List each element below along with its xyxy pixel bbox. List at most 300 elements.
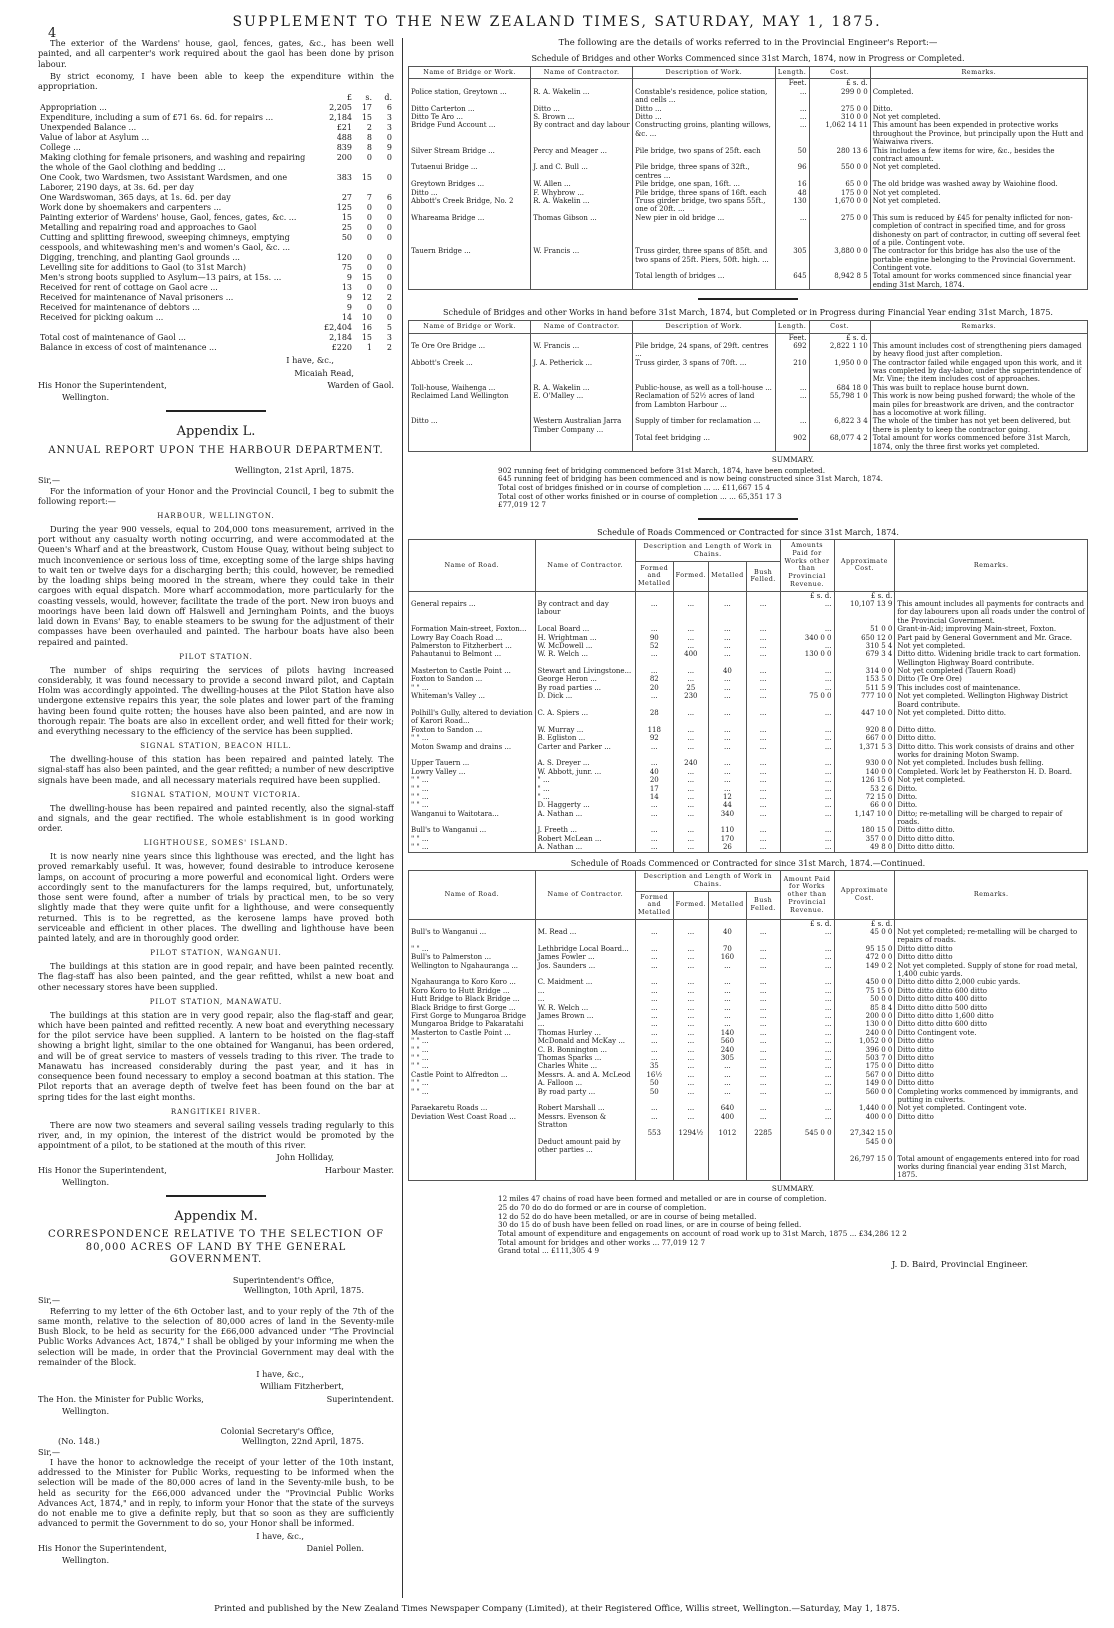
table-cell: 560 bbox=[709, 1037, 747, 1045]
table-cell: ... bbox=[780, 835, 834, 843]
table-row bbox=[409, 121, 1088, 146]
table-cell: ... bbox=[673, 826, 708, 834]
table-cell: Thomas Gibson ... bbox=[531, 214, 633, 248]
table-cell: ... bbox=[780, 1113, 834, 1130]
account-pounds: 2,184 bbox=[329, 333, 352, 343]
table-cell: ... bbox=[709, 600, 747, 625]
table-row bbox=[409, 272, 1088, 289]
table-cell: ... bbox=[746, 801, 780, 809]
table-cell: 28 bbox=[635, 709, 673, 726]
table-cell: Bull's to Wanganui ... bbox=[409, 928, 536, 945]
table-cell: 70 bbox=[709, 945, 747, 953]
table-cell: This includes a few items for wire, &c., besides the contract amount. bbox=[870, 147, 1087, 164]
table-cell: ... bbox=[673, 776, 708, 784]
table-row bbox=[409, 359, 1088, 384]
table-cell: ... bbox=[746, 1113, 780, 1130]
table-cell: J. Freeth ... bbox=[535, 826, 635, 834]
table-row bbox=[409, 650, 1088, 667]
summary-line: £77,019 12 7 bbox=[498, 500, 547, 510]
table-cell: Abbott's Creek ... bbox=[409, 359, 531, 384]
table-cell: ... bbox=[635, 600, 673, 625]
account-pounds: £220 bbox=[331, 343, 352, 353]
table-cell: ... bbox=[635, 1012, 673, 1020]
table-cell: ... bbox=[780, 1020, 834, 1028]
account-label: Painting exterior of Wardens' house, Gaol, fences, gates, &c. ... bbox=[40, 213, 297, 223]
table-cell: 1,052 0 0 bbox=[834, 1037, 895, 1045]
table-cell: D. Haggerty ... bbox=[535, 801, 635, 809]
table-row bbox=[409, 675, 1088, 683]
table-cell: 667 0 0 bbox=[834, 734, 895, 742]
table-cell: ... bbox=[635, 1037, 673, 1045]
account-shillings: 15 bbox=[361, 113, 372, 123]
table-cell: 65 0 0 bbox=[809, 180, 870, 188]
table-cell: E. O'Malley ... bbox=[531, 392, 633, 417]
table-cell: ... bbox=[780, 785, 834, 793]
table-cell bbox=[409, 333, 531, 342]
table-cell: Lowry Valley ... bbox=[409, 768, 536, 776]
table-cell: Ditto ditto ditto 500 ditto bbox=[895, 1004, 1088, 1012]
signature-title: Superintendent. bbox=[326, 1393, 394, 1404]
account-shillings: 0 bbox=[366, 153, 372, 163]
table-cell: ... bbox=[673, 810, 708, 827]
table-cell: 66 0 0 bbox=[834, 801, 895, 809]
bridges-schedule-2-title: Schedule of Bridges and other Works in hand before 31st March, 1874, but Completed or in Progress during Financial Year ending 31st March, 1875. bbox=[443, 308, 1053, 318]
table-row bbox=[409, 962, 1088, 979]
summary-title: SUMMARY. bbox=[771, 1183, 815, 1193]
column-header: Metalled bbox=[709, 891, 747, 919]
table-cell: ... bbox=[709, 642, 747, 650]
table-cell: Upper Tauern ... bbox=[409, 759, 536, 767]
account-row bbox=[38, 123, 394, 133]
table-row bbox=[409, 1012, 1088, 1020]
account-row bbox=[38, 303, 394, 313]
table-cell: 920 8 0 bbox=[834, 726, 895, 734]
table-cell: 545 0 0 bbox=[780, 1129, 834, 1137]
table-row bbox=[409, 1129, 1088, 1137]
table-cell: 25 bbox=[673, 684, 708, 692]
table-cell: ... bbox=[673, 600, 708, 625]
table-cell bbox=[409, 919, 536, 928]
table-cell: 400 bbox=[673, 650, 708, 667]
table-cell: 16 bbox=[775, 180, 809, 188]
table-cell: ... bbox=[746, 1104, 780, 1112]
table-cell: Ditto ditto ditto bbox=[895, 953, 1088, 961]
table-cell: 1012 bbox=[709, 1129, 747, 1137]
office-line: Colonial Secretary's Office, bbox=[220, 1426, 334, 1436]
newspaper-title: SUPPLEMENT TO THE NEW ZEALAND TIMES, SATURDAY, MAY 1, 1875. bbox=[232, 14, 882, 30]
table-cell: Silver Stream Bridge ... bbox=[409, 147, 531, 164]
table-cell: Masterton to Castle Point ... bbox=[409, 1029, 536, 1037]
table-cell: Ditto ditto ditto bbox=[895, 945, 1088, 953]
roads-schedule-2-title: Schedule of Roads Commenced or Contracted for since 31st March, 1874.—Continued. bbox=[570, 858, 926, 868]
summary-line: Total amount of expenditure and engagements on account of road work up to 31st March, 1875 ... £34,286 12 2 bbox=[498, 1229, 907, 1238]
table-cell: 49 8 0 bbox=[834, 843, 895, 852]
table-cell: 400 0 0 bbox=[834, 1113, 895, 1130]
column-header: Remarks. bbox=[870, 66, 1087, 79]
table-cell: 650 12 0 bbox=[834, 634, 895, 642]
account-row bbox=[38, 263, 394, 273]
account-pence: 0 bbox=[386, 173, 392, 183]
table-cell: ... bbox=[775, 88, 809, 105]
table-cell: 40 bbox=[635, 768, 673, 776]
table-cell: Ditto ditto bbox=[895, 1079, 1088, 1087]
table-cell: 1,147 10 0 bbox=[834, 810, 895, 827]
table-row bbox=[409, 1037, 1088, 1045]
table-cell: 314 0 0 bbox=[834, 667, 895, 675]
table-cell: Ditto ditto. bbox=[895, 734, 1088, 742]
table-cell: 679 3 4 bbox=[834, 650, 895, 667]
account-pence: 5 bbox=[386, 323, 392, 333]
table-cell: ... bbox=[780, 709, 834, 726]
table-cell: ... bbox=[673, 1029, 708, 1037]
table-cell: £ s. d. bbox=[834, 591, 895, 600]
signature-name: Micaiah Read, bbox=[294, 367, 354, 378]
table-cell: George Heron ... bbox=[535, 675, 635, 683]
summary-line: 12 do 52 do do have been metalled, or are in course of being metalled. bbox=[498, 1211, 757, 1221]
table-cell: ... bbox=[746, 1088, 780, 1105]
table-cell: 50 bbox=[635, 1079, 673, 1087]
table-cell: ... bbox=[635, 1054, 673, 1062]
table-header-row bbox=[409, 66, 1088, 79]
account-row bbox=[38, 153, 394, 173]
table-cell: " " ... bbox=[409, 1079, 536, 1087]
addressee-line: His Honor the Superintendent, bbox=[38, 379, 167, 390]
dateline: Wellington, 10th April, 1875. bbox=[243, 1285, 364, 1295]
section-heading: PILOT STATION. bbox=[179, 652, 253, 661]
table-cell: ... bbox=[673, 634, 708, 642]
table-cell: ... bbox=[709, 776, 747, 784]
table-cell: Lethbridge Local Board... bbox=[535, 945, 635, 953]
account-pence: 3 bbox=[386, 123, 392, 133]
table-cell: Jos. Saunders ... bbox=[535, 962, 635, 979]
table-cell: Total length of bridges ... bbox=[633, 272, 776, 289]
table-row bbox=[409, 642, 1088, 650]
table-cell bbox=[635, 1155, 673, 1181]
account-row bbox=[38, 233, 394, 253]
account-pence: 0 bbox=[386, 233, 392, 243]
table-cell: ... bbox=[709, 1079, 747, 1087]
column-header: Name of Contractor. bbox=[535, 540, 635, 591]
table-cell: 200 0 0 bbox=[834, 1012, 895, 1020]
account-shillings: 0 bbox=[366, 223, 372, 233]
addressee bbox=[38, 1165, 394, 1175]
table-cell: ... bbox=[746, 634, 780, 642]
table-cell: ... bbox=[709, 625, 747, 633]
table-cell: ... bbox=[780, 995, 834, 1003]
table-cell: " " ... bbox=[409, 793, 536, 801]
account-shillings: 15 bbox=[361, 333, 372, 343]
table-cell: Ditto ditto ditto. bbox=[895, 826, 1088, 834]
table-cell: Completed. Work let by Featherston H. D. Board. bbox=[895, 768, 1088, 776]
account-row bbox=[38, 213, 394, 223]
table-cell: ... bbox=[746, 843, 780, 852]
table-cell bbox=[409, 1155, 536, 1181]
table-cell: Mungaroa Bridge to Pakaratahi bbox=[409, 1020, 536, 1028]
table-cell: ... bbox=[635, 826, 673, 834]
table-cell: ... bbox=[780, 600, 834, 625]
summary-line: 645 running feet of bridging has been commenced and is now being constructed since 31st March, 1874. bbox=[498, 474, 883, 484]
table-cell: 310 0 0 bbox=[809, 113, 870, 121]
table-cell bbox=[635, 1138, 673, 1155]
table-cell: 44 bbox=[709, 801, 747, 809]
table-cell: ... bbox=[709, 743, 747, 760]
table-cell: McDonald and McKay ... bbox=[535, 1037, 635, 1045]
table-cell: ... bbox=[780, 1046, 834, 1054]
table-row bbox=[409, 384, 1088, 392]
account-row bbox=[38, 173, 394, 193]
table-cell: 118 bbox=[635, 726, 673, 734]
table-cell: 310 5 4 bbox=[834, 642, 895, 650]
table-cell: ... bbox=[635, 1029, 673, 1037]
table-cell bbox=[895, 591, 1088, 600]
table-cell: 930 0 0 bbox=[834, 759, 895, 767]
addressee-city: Wellington. bbox=[62, 392, 110, 402]
table-cell: 140 0 0 bbox=[834, 768, 895, 776]
table-cell: £ s. d. bbox=[834, 919, 895, 928]
table-cell: ... bbox=[709, 692, 747, 709]
column-header: Remarks. bbox=[895, 540, 1088, 591]
table-cell: ... bbox=[709, 1012, 747, 1020]
table-cell: ... bbox=[673, 1062, 708, 1070]
table-cell: 85 8 4 bbox=[834, 1004, 895, 1012]
roads-schedule-1 bbox=[408, 539, 1088, 852]
table-cell: Lowry Bay Coach Road ... bbox=[409, 634, 536, 642]
account-pence: 3 bbox=[386, 113, 392, 123]
imprint-footer: Printed and published by the New Zealand Times Newspaper Company (Limited), at their Registered Office, Willis street, Wellington.—Saturday, May 1, 1875. bbox=[214, 1604, 900, 1614]
table-cell: 130 0 0 bbox=[780, 650, 834, 667]
table-cell: Te Ore Ore Bridge ... bbox=[409, 342, 531, 359]
table-cell: Castle Point to Alfredton ... bbox=[409, 1071, 536, 1079]
table-cell: A. Nathan ... bbox=[535, 810, 635, 827]
table-cell: ... bbox=[780, 1079, 834, 1087]
account-shillings: 0 bbox=[366, 213, 372, 223]
table-row bbox=[409, 392, 1088, 417]
table-cell: ... bbox=[635, 843, 673, 852]
table-cell: Ditto ditto bbox=[895, 1046, 1088, 1054]
table-cell: R. A. Wakelin ... bbox=[531, 384, 633, 392]
column-header: Length. bbox=[775, 320, 809, 333]
account-pounds: 200 bbox=[336, 153, 352, 163]
table-cell: ... bbox=[746, 692, 780, 709]
account-shillings: 15 bbox=[361, 173, 372, 183]
table-row bbox=[409, 180, 1088, 188]
table-row bbox=[409, 987, 1088, 995]
table-cell: The contractor for this bridge has also the use of the portable engine belonging to the Provincial Government. Contingent vote. bbox=[870, 247, 1087, 272]
table-row bbox=[409, 709, 1088, 726]
table-cell bbox=[673, 919, 708, 928]
table-cell: W. Francis ... bbox=[531, 247, 633, 272]
table-cell: J. A. Petherick ... bbox=[531, 359, 633, 384]
table-cell: 50 bbox=[635, 1088, 673, 1105]
table-cell: ... bbox=[746, 684, 780, 692]
salutation: Sir,— bbox=[38, 475, 61, 486]
table-cell: A. S. Dreyer ... bbox=[535, 759, 635, 767]
table-cell: ... bbox=[746, 734, 780, 742]
gaol-account-table bbox=[38, 93, 394, 353]
table-cell: Pile bridge, three spans of 16ft. each bbox=[633, 189, 776, 197]
table-cell: Ditto Contingent vote. bbox=[895, 1029, 1088, 1037]
table-row bbox=[409, 1029, 1088, 1037]
table-cell: £ s. d. bbox=[809, 333, 870, 342]
table-cell: ... bbox=[673, 987, 708, 995]
table-cell: Not yet completed. Contingent vote. bbox=[895, 1104, 1088, 1112]
table-cell: ... bbox=[746, 1004, 780, 1012]
account-pence: 0 bbox=[386, 203, 392, 213]
table-cell: Paraekaretu Roads ... bbox=[409, 1104, 536, 1112]
table-row bbox=[409, 726, 1088, 734]
account-shillings: 17 bbox=[361, 103, 372, 113]
table-cell: ... bbox=[635, 987, 673, 995]
table-cell: 299 0 0 bbox=[809, 88, 870, 105]
table-row bbox=[409, 1138, 1088, 1155]
table-cell: Part paid by General Government and Mr. Grace. bbox=[895, 634, 1088, 642]
table-cell: " " ... bbox=[409, 1037, 536, 1045]
table-cell: Greytown Bridges ... bbox=[409, 180, 531, 188]
account-label: Work done by shoemakers and carpenters ... bbox=[40, 203, 222, 213]
table-cell: Ditto ditto ditto 2,000 cubic yards. bbox=[895, 978, 1088, 986]
table-cell: Ditto ditto ditto 1,600 ditto bbox=[895, 1012, 1088, 1020]
table-cell: Masterton to Castle Point ... bbox=[409, 667, 536, 675]
table-cell: Messrs. Evenson & Stratton bbox=[535, 1113, 635, 1130]
table-cell: ... bbox=[780, 726, 834, 734]
account-pence: 2 bbox=[386, 293, 392, 303]
section-heading: PILOT STATION, WANGANUI. bbox=[150, 949, 282, 958]
table-cell: Pile bridge, three spans of 32ft., centres ... bbox=[633, 163, 776, 180]
table-row bbox=[409, 1004, 1088, 1012]
table-cell bbox=[535, 591, 635, 600]
table-cell: 130 0 0 bbox=[834, 1020, 895, 1028]
account-row bbox=[38, 143, 394, 153]
column-header: Approximate Cost. bbox=[834, 540, 895, 591]
table-cell: 553 bbox=[635, 1129, 673, 1137]
account-pence: 9 bbox=[386, 143, 392, 153]
table-cell: " " ... bbox=[409, 835, 536, 843]
table-cell: 472 0 0 bbox=[834, 953, 895, 961]
table-cell: Ditto. bbox=[895, 801, 1088, 809]
table-cell: 2285 bbox=[746, 1129, 780, 1137]
appendix-l-heading: Appendix L. bbox=[176, 424, 256, 440]
table-cell: 902 bbox=[775, 434, 809, 451]
table-cell: " " ... bbox=[409, 1054, 536, 1062]
table-cell bbox=[870, 79, 1087, 88]
signature-title: Warden of Gaol. bbox=[327, 379, 394, 390]
table-cell: ... bbox=[780, 667, 834, 675]
table-cell: ... bbox=[673, 1020, 708, 1028]
table-cell: 640 bbox=[709, 1104, 747, 1112]
table-cell: ... bbox=[746, 995, 780, 1003]
table-cell bbox=[870, 333, 1087, 342]
table-cell: ... bbox=[780, 793, 834, 801]
table-cell: Ditto ditto ditto 400 ditto bbox=[895, 995, 1088, 1003]
table-cell: Tauern Bridge ... bbox=[409, 247, 531, 272]
opening-paragraph: For the information of your Honor and the Provincial Council, I beg to submit the following report:— bbox=[38, 485, 394, 506]
table-cell: 1,062 14 11 bbox=[809, 121, 870, 146]
table-cell: ... bbox=[780, 843, 834, 852]
table-cell: ... bbox=[746, 726, 780, 734]
table-cell: 53 2 6 bbox=[834, 785, 895, 793]
table-cell: 10,107 13 9 bbox=[834, 600, 895, 625]
table-cell: 545 0 0 bbox=[834, 1138, 895, 1155]
column-header: Remarks. bbox=[870, 320, 1087, 333]
table-cell: ... bbox=[746, 1029, 780, 1037]
account-label: Balance in excess of cost of maintenance ... bbox=[40, 343, 217, 353]
table-cell: Deviation West Coast Road ... bbox=[409, 1113, 536, 1130]
table-cell: " " ... bbox=[409, 684, 536, 692]
summary-line: Total cost of other works finished or in course of completion ... ... 65,351 17 3 bbox=[498, 491, 782, 501]
table-cell: ... bbox=[673, 978, 708, 986]
table-cell: Ditto Te Aro ... bbox=[409, 113, 531, 121]
table-cell: 72 15 0 bbox=[834, 793, 895, 801]
table-row bbox=[409, 785, 1088, 793]
table-cell: Tutaenui Bridge ... bbox=[409, 163, 531, 180]
table-cell: General repairs ... bbox=[409, 600, 536, 625]
table-cell: Ditto ditto bbox=[895, 1037, 1088, 1045]
engineer-signature: J. D. Baird, Provincial Engineer. bbox=[891, 1259, 1028, 1270]
table-cell: ... bbox=[709, 768, 747, 776]
table-row bbox=[409, 105, 1088, 113]
table-cell: Local Board ... bbox=[535, 625, 635, 633]
account-shillings: 8 bbox=[366, 133, 372, 143]
table-cell: 340 0 0 bbox=[780, 634, 834, 642]
table-cell: 82 bbox=[635, 675, 673, 683]
table-cell: James Fowler ... bbox=[535, 953, 635, 961]
account-pounds: 75 bbox=[341, 263, 352, 273]
table-row bbox=[409, 692, 1088, 709]
table-cell bbox=[673, 1155, 708, 1181]
table-row bbox=[409, 759, 1088, 767]
table-cell: Pahautanui to Belmont ... bbox=[409, 650, 536, 667]
table-cell: ... bbox=[746, 675, 780, 683]
table-cell bbox=[709, 1138, 747, 1155]
table-cell: Whiteman's Valley ... bbox=[409, 692, 536, 709]
table-cell: Not yet completed. Supply of stone for road metal, 1,400 cubic yards. bbox=[895, 962, 1088, 979]
table-cell: ... bbox=[673, 1012, 708, 1020]
table-cell: ... bbox=[780, 945, 834, 953]
table-cell: ... bbox=[780, 1088, 834, 1105]
account-shillings: 10 bbox=[361, 313, 372, 323]
table-cell: ... bbox=[673, 785, 708, 793]
table-cell: 560 0 0 bbox=[834, 1088, 895, 1105]
table-cell: ... bbox=[709, 734, 747, 742]
table-cell: ... bbox=[673, 962, 708, 979]
table-cell: 175 0 0 bbox=[834, 1062, 895, 1070]
table-cell bbox=[673, 591, 708, 600]
column-header: Formed. bbox=[673, 891, 708, 919]
table-cell: Charles White ... bbox=[535, 1062, 635, 1070]
table-cell: ... bbox=[780, 1104, 834, 1112]
table-cell bbox=[709, 919, 747, 928]
table-cell: ... bbox=[746, 743, 780, 760]
letter-number: (No. 148.) bbox=[58, 1436, 100, 1447]
section-paragraph: The dwelling-house of this station has been repaired and painted lately. The signal-staff has also been painted, and the gear refitted; a number of new descriptive signals have been made, and all necessary materials required have been supplied. bbox=[38, 754, 394, 785]
table-cell: ... bbox=[709, 1088, 747, 1105]
table-cell: ... bbox=[780, 1062, 834, 1070]
table-cell: Percy and Meager ... bbox=[531, 147, 633, 164]
table-row bbox=[409, 928, 1088, 945]
table-cell: ... bbox=[709, 634, 747, 642]
bridges-schedule-2 bbox=[408, 320, 1088, 452]
table-row bbox=[409, 734, 1088, 742]
table-cell: This includes cost of maintenance. bbox=[895, 684, 1088, 692]
table-cell: ... bbox=[709, 684, 747, 692]
table-cell: ... bbox=[535, 1020, 635, 1028]
dateline: Wellington, 22nd April, 1875. bbox=[241, 1436, 364, 1447]
appendix-m-title: CORRESPONDENCE RELATIVE TO THE SELECTION OF 80,000 ACRES OF LAND BY THE GENERAL GOVERNMENT. bbox=[48, 1229, 384, 1266]
table-cell: ... bbox=[673, 709, 708, 726]
table-cell: 160 bbox=[709, 953, 747, 961]
account-pounds: 383 bbox=[336, 173, 352, 183]
table-cell: 567 0 0 bbox=[834, 1071, 895, 1079]
